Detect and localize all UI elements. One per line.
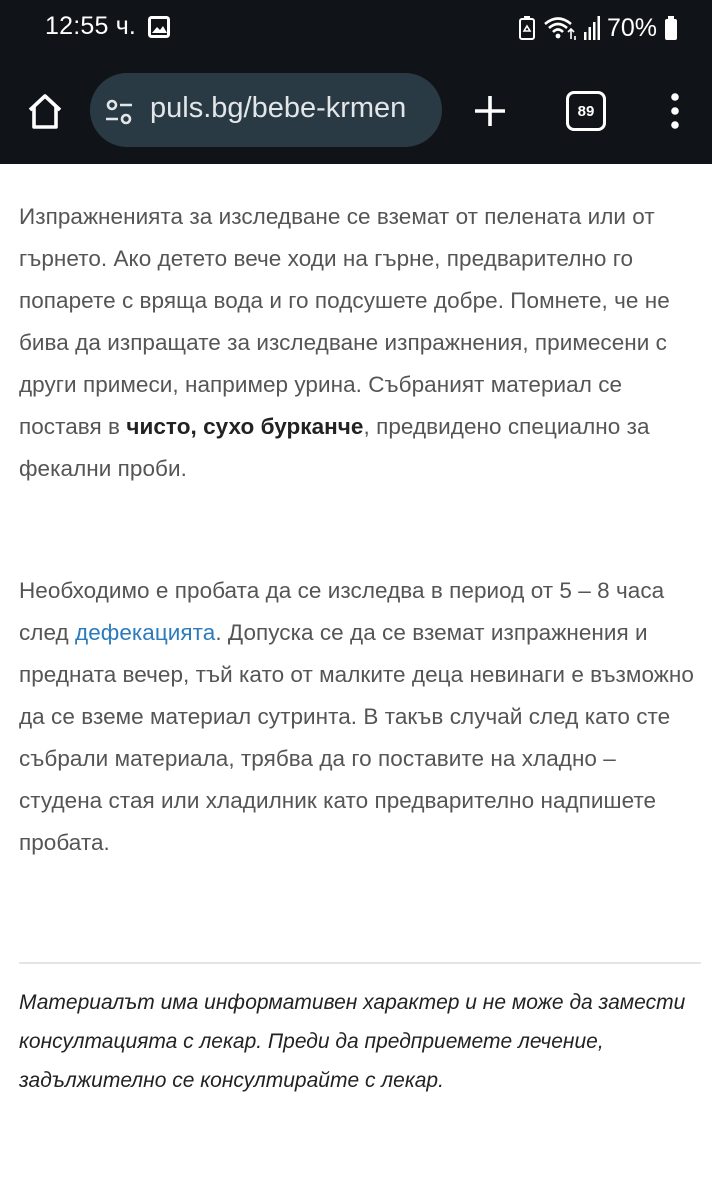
browser-top-bar	[0, 0, 712, 164]
defecation-link[interactable]: дефекацията	[75, 620, 216, 645]
paragraph-text: Изпражненията за изследване се вземат от пелената или от гърнето. Ако детето вече ходи на гърне, предварително го попарете с вряща вода и го подсушете добре. Помнете, че не бива да изпращате за изследване изпражнения, примесени с други примеси, например урина. Събраният материал се поставя в	[19, 204, 670, 439]
home-button[interactable]	[22, 88, 68, 134]
paragraph-text: Необходимо е пробата да се изследва в период от 5 – 8 часа след	[19, 578, 665, 645]
article-paragraph-2	[19, 570, 699, 864]
gallery-icon	[148, 16, 170, 38]
tab-count: 89	[577, 102, 595, 120]
signal-icon	[584, 16, 600, 40]
paragraph-text: . Допуска се да се вземат изпражнения и предната вечер, тъй като от малките деца невинаги е възможно да се вземе материал сутринта. В такъв случай след като сте събрали материала, трябва да го поставите на хладно – студена стая или хладилник като предварително надпишете пробата.	[19, 620, 694, 855]
address-bar[interactable]	[90, 73, 442, 147]
tabs-icon[interactable]	[566, 91, 606, 131]
url-text[interactable]: puls.bg/bebe-krmen	[150, 92, 407, 124]
bold-phrase: чисто, сухо бурканче	[126, 414, 364, 439]
browser-toolbar	[0, 70, 712, 152]
battery-icon	[664, 16, 678, 40]
status-bar	[0, 0, 712, 58]
new-tab-plus-icon	[473, 94, 507, 128]
status-time: 12:55 ч.	[45, 12, 137, 40]
divider	[19, 962, 701, 964]
recycle-icon	[518, 16, 536, 40]
new-tab-button[interactable]	[466, 87, 514, 135]
disclaimer: Материалът има информативен характер и не може да замести консултацията с лекар. Преди да предприемете лечение, задължително се консултирайте с лекар.	[19, 991, 686, 1092]
paragraph-text: , предвидено специално за фекални проби.	[19, 414, 650, 481]
home-icon	[25, 92, 65, 130]
status-icons	[518, 12, 678, 44]
article-paragraph-1	[19, 196, 699, 490]
site-settings-icon[interactable]	[104, 97, 134, 127]
more-menu-icon	[670, 93, 680, 129]
battery-percent: 70%	[606, 13, 657, 42]
wifi-icon	[543, 15, 577, 41]
more-menu-button[interactable]	[660, 87, 690, 135]
